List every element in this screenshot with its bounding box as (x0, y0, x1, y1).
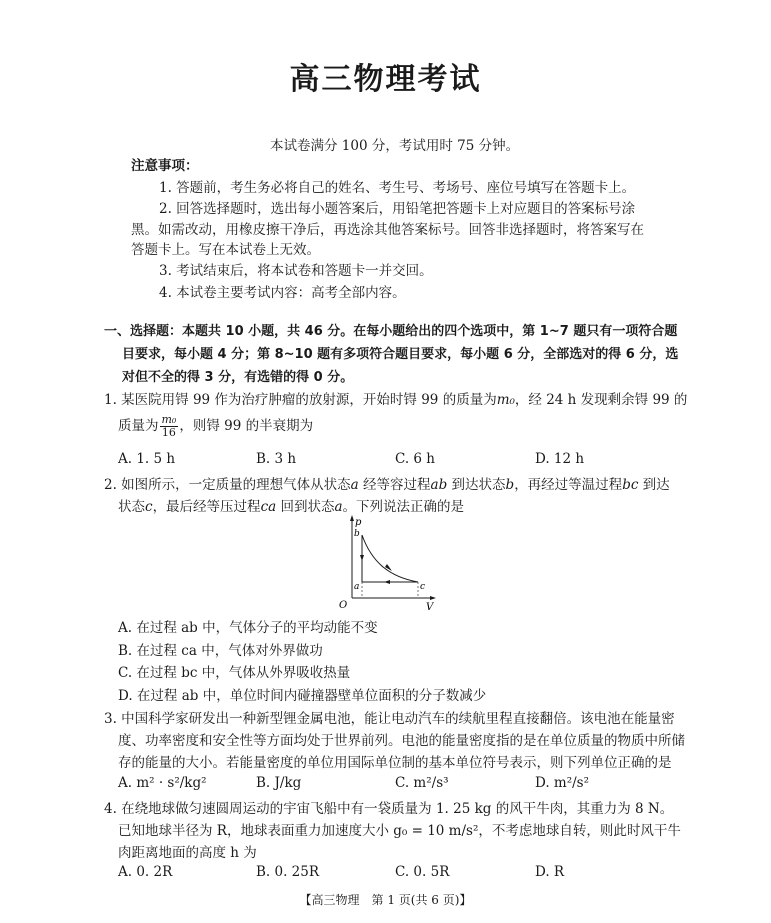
fraction-numerator: m₀ (161, 413, 177, 426)
q2-var: c (145, 499, 153, 515)
label-origin: O (339, 600, 348, 611)
q3-stem: 度、功率密度和安全性等方面均处于世界前列。电池的能量密度指的是在单位质量的物质中所储 (118, 733, 685, 749)
q4-option-a: A. 0. 2R (118, 864, 173, 880)
notice-line: 1. 答题前，考生务必将自己的姓名、考生号、考场号、座位号填写在答题卡上。 (159, 180, 636, 196)
q3-option-a: A. m² · s²/kg² (118, 775, 207, 791)
q1-m0: m₀ (496, 392, 515, 408)
label-p: p (355, 517, 362, 528)
q1-fraction (160, 414, 179, 439)
q2-stem (104, 473, 670, 493)
page-footer: 【高三物理 第 1 页(共 6 页)】 (299, 893, 472, 907)
q4-stem: 肉距离地面的高度 h 为 (118, 845, 257, 861)
q4-option-d: D. R (535, 864, 565, 880)
fraction-denominator: 16 (161, 426, 176, 439)
process-ab-arrow (360, 555, 364, 561)
q2-var: ab (430, 477, 448, 493)
label-c: c (420, 582, 426, 592)
q2-option-c: C. 在过程 bc 中，气体从外界吸收热量 (118, 665, 351, 681)
q1-option-b: B. 3 h (256, 451, 297, 467)
section-heading: 一、选择题：本题共 10 小题，共 46 分。在每小题给出的四个选项中，第 1~7 题只有一项符合题 (104, 324, 678, 339)
q2-text: ，最后经等压过程 (152, 499, 261, 515)
q1-text: 1. 某医院用锝 99 作为治疗肿瘤的放射源，开始时锝 99 的质量为 (104, 392, 497, 408)
q2-text: 回到状态 (276, 499, 335, 515)
q1-text: ，经 24 h 发现剩余锝 99 的 (514, 392, 688, 408)
section-heading: 目要求，每小题 4 分；第 8~10 题有多项符合题目要求，每小题 6 分，全部选对的得 6 分，选 (122, 347, 679, 362)
q3-stem: 存的能量的大小。若能量密度的单位用国际单位制的基本单位符号表示，则下列单位正确的是 (118, 755, 672, 771)
p-axis-arrow (350, 515, 354, 521)
q2-stem (118, 495, 464, 515)
q4-stem: 4. 在绕地球做匀速圆周运动的宇宙飞船中有一袋质量为 1. 25 kg 的风干牛肉，其重力为 8 N。 (104, 801, 674, 817)
q2-option-d: D. 在过程 ab 中，单位时间内碰撞器壁单位面积的分子数减少 (118, 688, 487, 704)
page-title: 高三物理考试 (289, 62, 482, 97)
q1-option-c: C. 6 h (395, 451, 436, 467)
q2-option-a: A. 在过程 ab 中，气体分子的平均动能不变 (118, 620, 378, 636)
q3-stem: 3. 中国科学家研发出一种新型锂金属电池，能让电动汽车的续航里程直接翻倍。该电池在能量密 (104, 711, 675, 727)
notice-line: 答题卡上。写在本试卷上无效。 (131, 242, 320, 258)
q2-option-b: B. 在过程 ca 中，气体对外界做功 (118, 643, 323, 659)
q3-option-d: D. m²/s² (535, 775, 590, 791)
q2-text: ，再经过等温过程 (514, 477, 623, 493)
q4-option-b: B. 0. 25R (256, 864, 320, 880)
q2-text: 到达状态 (447, 477, 506, 493)
q1-text: ，则锝 99 的半衰期为 (179, 418, 314, 434)
q1-stem (118, 414, 313, 439)
notice-line: 4. 本试卷主要考试内容：高考全部内容。 (159, 285, 406, 301)
section-heading: 对但不全的得 3 分，有选错的得 0 分。 (122, 370, 354, 385)
q1-stem (104, 388, 687, 408)
q2-var: ca (260, 499, 277, 515)
q2-text: 2. 如图所示，一定质量的理想气体从状态 (104, 477, 351, 493)
label-v: V (426, 602, 434, 613)
exam-meta: 本试卷满分 100 分，考试用时 75 分钟。 (270, 138, 520, 154)
q2-text: 到达 (638, 477, 670, 493)
notice-line: 2. 回答选择题时，选出每小题答案后，用铅笔把答题卡上对应题目的答案标号涂 (159, 201, 636, 217)
notice-heading: 注意事项： (131, 158, 199, 174)
q1-option-a: A. 1. 5 h (118, 451, 176, 467)
q1-text: 质量为 (118, 418, 159, 434)
q4-option-c: C. 0. 5R (395, 864, 450, 880)
q2-var: bc (622, 477, 639, 493)
q2-var: b (505, 477, 515, 493)
q1-option-d: D. 12 h (535, 451, 585, 467)
process-bc-curve (362, 535, 418, 582)
process-bc-arrow (385, 564, 392, 571)
q2-var: a (334, 499, 343, 515)
q4-stem: 已知地球半径为 R，地球表面重力加速度大小 g₀ = 10 m/s²，不考虑地球自转，则此时风干牛 (118, 823, 681, 839)
label-b: b (354, 529, 360, 539)
q2-var: a (350, 477, 359, 493)
q3-option-c: C. m²/s³ (395, 775, 449, 791)
notice-line: 3. 考试结束后，将本试卷和答题卡一并交回。 (159, 263, 433, 279)
pv-diagram (330, 513, 440, 613)
q3-option-b: B. J/kg (256, 775, 302, 791)
q2-text: 状态 (118, 499, 145, 515)
q2-text: 。下列说法正确的是 (342, 499, 465, 515)
notice-line: 黑。如需改动，用橡皮擦干净后，再选涂其他答案标号。回答非选择题时，将答案写在 (131, 222, 644, 238)
label-a: a (354, 582, 360, 592)
v-axis-arrow (430, 596, 436, 600)
q2-text: 经等容过程 (358, 477, 431, 493)
process-ca-arrow (384, 580, 390, 584)
